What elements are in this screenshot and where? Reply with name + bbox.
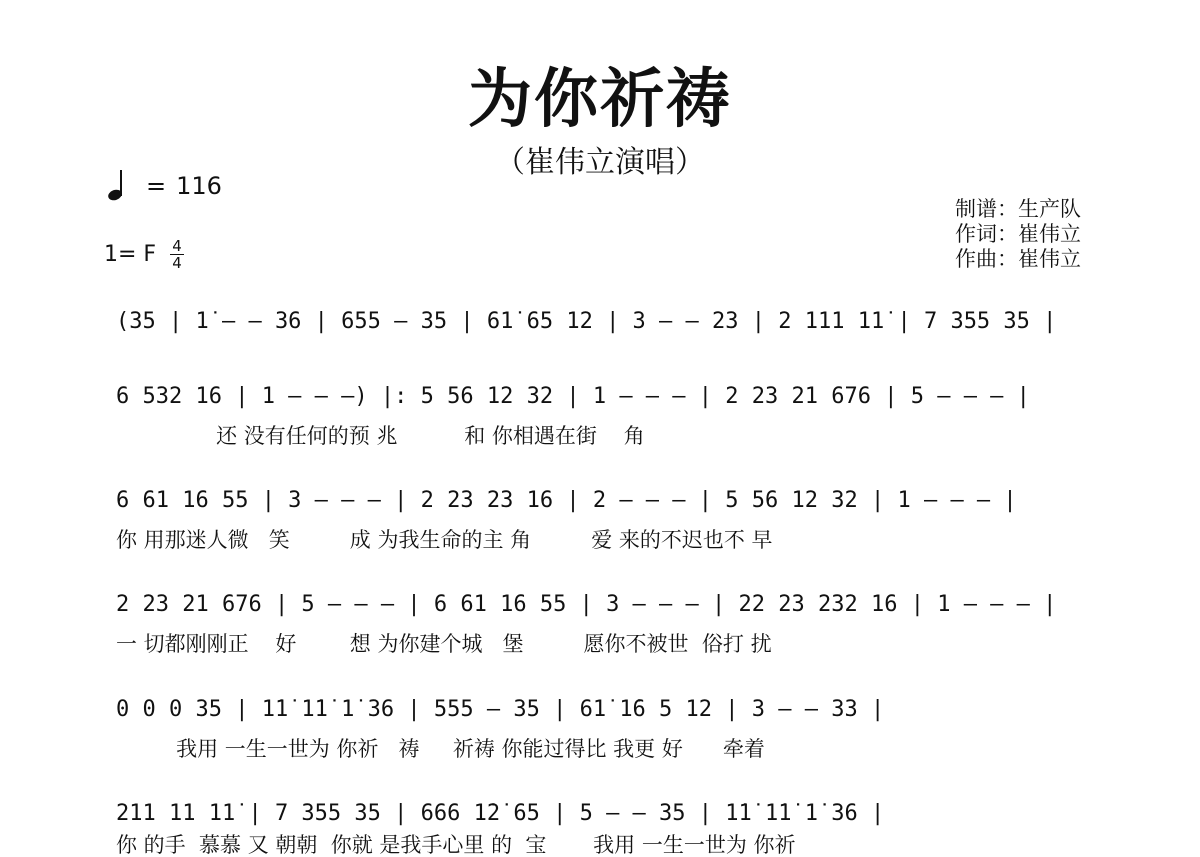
lyrics-line-2: 还 没有任何的预 兆 和 你相遇在街 角 [116,424,645,448]
credits [955,197,1081,272]
key-signature [104,238,184,271]
notes-line-4: 2 23 21 676 | 5 – – – | 6 61 16 55 | 3 – – – | 22 23 232 16 | 1 – – – | [116,592,1057,617]
quarter-note-icon [108,170,130,202]
lyrics-line-4: 一 切都刚刚正 好 想 为你建个城 堡 愿你不被世 俗打 扰 [116,632,772,656]
notes-line-3: 6 61 16 55 | 3 – – – | 2 23 23 16 | 2 – – – | 5 56 12 32 | 1 – – – | [116,488,1017,513]
time-bottom: 4 [172,254,182,272]
notes-line-5: 0 0 0 35 | 1̇1̇ 1̇1̇ 1̇ 36 | 555 – 35 | 61̇ 1̇6 5 12 | 3 – – 33 | [116,697,885,722]
tempo-equals: = [146,172,167,200]
notes-line-2: 6 532 16 | 1 – – –) |: 5 56 12 32 | 1 – – – | 2 23 21 676 | 5 – – – | [116,384,1030,409]
tempo-marking [108,170,222,202]
time-signature [170,238,184,271]
credit-composer: 作曲：崔伟立 [955,247,1081,271]
song-title: 为你祈祷 [468,63,732,137]
notes-line-1: (35 | 1̇ – – 36 | 655 – 35 | 61̇ 65 12 | 3 – – 23 | 2 111 11̇ | 7 355 35 | [116,309,1057,334]
key-label: 1= F [104,242,157,267]
lyrics-line-5: 我用 一生一世为 你祈 祷 祈祷 你能过得比 我更 好 牵着 [116,737,765,761]
lyrics-line-6: 你 的手 慕慕 又 朝朝 你就 是我手心里 的 宝 我用 一生一世为 你祈 [116,833,796,857]
lyrics-line-3: 你 用那迷人微 笑 成 为我生命的主 角 爱 来的不迟也不 早 [116,528,773,552]
tempo-bpm: 116 [176,172,222,200]
notes-line-6: 211 11 11̇ | 7 355 35 | 666 1̇2̇ 65 | 5 – – 35 | 1̇1̇ 1̇1̇ 1̇ 36 | [116,801,885,826]
time-top: 4 [172,237,182,255]
song-subtitle: （崔伟立演唱） [495,145,705,180]
credit-notation: 制谱：生产队 [955,197,1081,221]
credit-lyrics: 作词：崔伟立 [955,222,1081,246]
